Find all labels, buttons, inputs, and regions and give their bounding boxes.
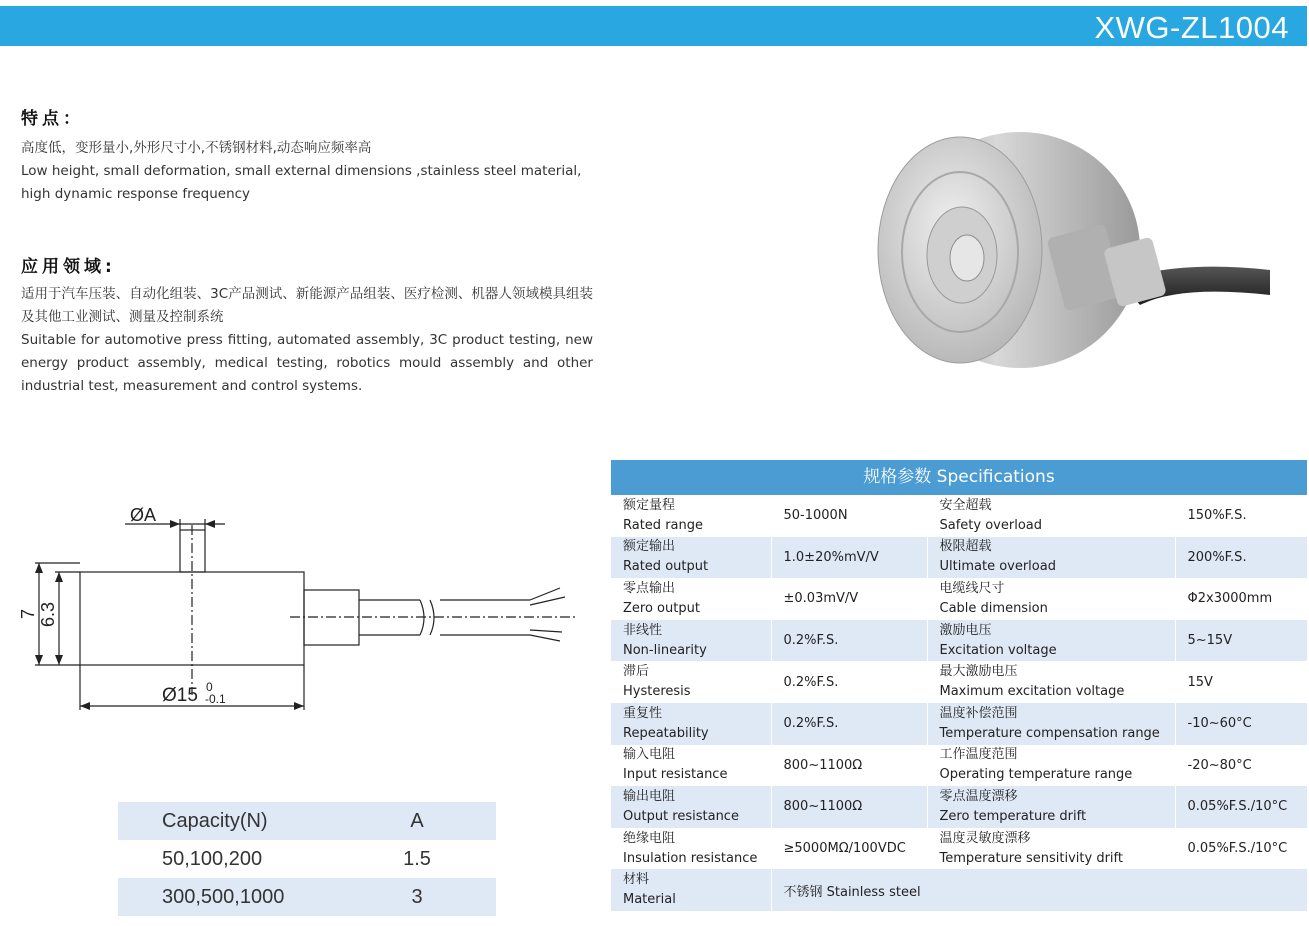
spec-value-material: 不锈钢 Stainless steel (771, 869, 1307, 911)
spec-label-left: 滞后 Hysteresis (623, 664, 691, 700)
spec-label-left: 非线性 Non-linearity (611, 620, 771, 662)
spec-value-right: 5~15V (1175, 620, 1307, 662)
features-cn: 高度低，变形量小,外形尺寸小,不锈钢材料,动态响应频率高 (21, 140, 372, 156)
spec-label-left: 零点输出 Zero output (623, 580, 700, 616)
capacity-header-capacity: Capacity(N) (118, 802, 378, 840)
spec-value-left: ±0.03mV/V (771, 578, 927, 620)
spec-value-left: 0.2%F.S. (771, 703, 927, 745)
applications-heading: 应用领域: (21, 257, 116, 277)
spec-label-right: 安全超载 Safety overload (927, 495, 1175, 537)
spec-label-right: 温度补偿范围 Temperature compensation range (927, 703, 1175, 745)
spec-label-right: 激励电压 Excitation voltage (927, 620, 1175, 662)
spec-value-left: 800~1100Ω (771, 745, 927, 787)
capacity-row (118, 878, 496, 916)
dimension-drawing (15, 495, 585, 725)
spec-value-right: 0.05%F.S./10°C (1175, 786, 1307, 828)
spec-value-left: 0.2%F.S. (771, 661, 927, 703)
capacity-row (118, 840, 496, 878)
spec-table-title: 规格参数 Specifications (611, 460, 1307, 495)
a-cell: 3 (378, 878, 496, 916)
spec-label-left: 输入电阻 Input resistance (623, 747, 728, 783)
spec-row (611, 745, 1307, 787)
spec-row (611, 578, 1307, 620)
spec-label-right: 零点温度漂移 Zero temperature drift (927, 786, 1175, 828)
model-title: XWG-ZL1004 (1094, 10, 1289, 45)
header-bar (0, 6, 1307, 46)
capacity-cell: 50,100,200 (162, 847, 263, 870)
spec-value-left: 1.0±20%mV/V (771, 537, 927, 579)
spec-label-right: 最大激励电压 Maximum excitation voltage (927, 661, 1175, 703)
spec-label-right: 温度灵敏度漂移 Temperature sensitivity drift (927, 828, 1175, 870)
spec-row (611, 703, 1307, 745)
spec-label-right: 极限超载 Ultimate overload (927, 537, 1175, 579)
spec-row (611, 495, 1307, 537)
features-text (21, 137, 593, 206)
spec-label-left: 额定输出 Rated output (611, 537, 771, 579)
spec-value-left: 50-1000N (771, 495, 927, 537)
capacity-cell: 300,500,1000 (118, 878, 378, 916)
spec-value-right: -10~60°C (1175, 703, 1307, 745)
capacity-header-a: A (378, 802, 496, 840)
spec-value-right: 150%F.S. (1175, 495, 1307, 537)
spec-label-left: 额定量程 Rated range (623, 497, 703, 533)
applications-en: Suitable for automotive press fitting, automated assembly, 3C product testing, new energy product assembly, medical testing, robotics mould assembly and other industrial test, measurement and control systems. (21, 332, 593, 394)
spec-label-left: 绝缘电阻 Insulation resistance (623, 830, 758, 866)
spec-row (611, 537, 1307, 579)
dim-phi-a: ØA (130, 505, 157, 525)
spec-value-right: -20~80°C (1175, 745, 1307, 787)
capacity-table (118, 802, 496, 916)
a-cell: 1.5 (403, 847, 431, 870)
applications-text (21, 283, 593, 398)
spec-value-right: 15V (1175, 661, 1307, 703)
capacity-header-row (118, 802, 496, 840)
spec-value-right: 0.05%F.S./10°C (1175, 828, 1307, 870)
dim-tol-lower: -0.1 (205, 692, 226, 706)
product-photo (850, 130, 1270, 390)
spec-label-material: 材料 Material (611, 869, 771, 911)
spec-value-right: Φ2x3000mm (1175, 578, 1307, 620)
spec-value-left: 0.2%F.S. (771, 620, 927, 662)
spec-value-right: 200%F.S. (1175, 537, 1307, 579)
spec-value-left: ≥5000MΩ/100VDC (771, 828, 927, 870)
dim-diameter: Ø15 (162, 685, 198, 706)
spec-label-left: 重复性 Repeatability (611, 703, 771, 745)
spec-row (611, 661, 1307, 703)
features-heading: 特点： (21, 109, 84, 129)
spec-table (611, 495, 1307, 911)
spec-row (611, 828, 1307, 870)
spec-value-left: 800~1100Ω (771, 786, 927, 828)
spec-label-right: 工作温度范围 Operating temperature range (927, 745, 1175, 787)
features-en: Low height, small deformation, small external dimensions ,stainless steel material, high dynamic response frequency (21, 163, 582, 202)
spec-label-left: 输出电阻 Output resistance (611, 786, 771, 828)
spec-row (611, 620, 1307, 662)
spec-row-material (611, 869, 1307, 911)
spec-row (611, 786, 1307, 828)
spec-label-right: 电缆线尺寸 Cable dimension (927, 578, 1175, 620)
dim-height-7: 7 (18, 608, 38, 619)
dim-tol-upper: 0 (206, 680, 213, 694)
dim-height-63: 6.3 (38, 601, 58, 627)
applications-cn: 适用于汽车压装、自动化组装、3C产品测试、新能源产品组装、医疗检测、机器人领域模具组装及其他工业测试、测量及控制系统 (21, 286, 593, 325)
